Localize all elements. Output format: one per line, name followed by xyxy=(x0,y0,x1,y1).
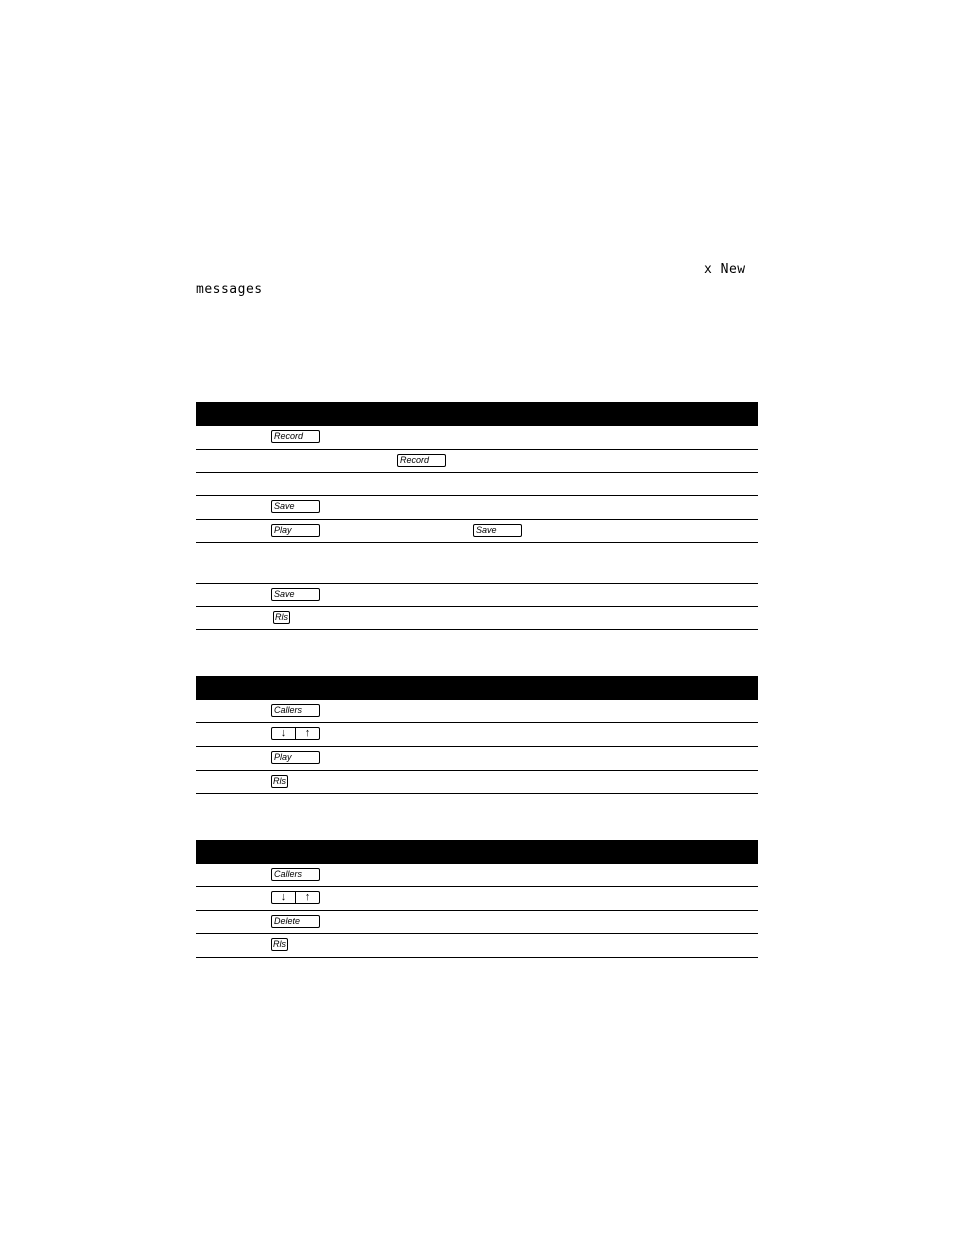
table-row xyxy=(196,934,758,958)
table-row xyxy=(196,747,758,771)
table-row xyxy=(196,887,758,911)
display-messages: messages xyxy=(196,282,263,297)
table-header xyxy=(196,402,758,426)
table-row xyxy=(196,584,758,607)
table-row xyxy=(196,911,758,934)
table-row xyxy=(196,723,758,747)
table-row xyxy=(196,450,758,473)
table-row xyxy=(196,426,758,450)
save-key[interactable]: Save xyxy=(271,588,320,601)
save-key[interactable]: Save xyxy=(473,524,522,537)
rls-key[interactable]: Rls xyxy=(273,776,286,786)
arrow-down-icon[interactable]: ↓ xyxy=(280,727,287,739)
rls-key[interactable]: Rls xyxy=(275,612,288,622)
record-key[interactable]: Record xyxy=(271,430,320,443)
record-key[interactable]: Record xyxy=(397,454,446,467)
table-row xyxy=(196,771,758,794)
arrow-up-icon[interactable]: ↑ xyxy=(295,728,319,739)
table-row xyxy=(196,520,758,543)
table-header xyxy=(196,840,758,864)
play-key[interactable]: Play xyxy=(271,751,320,764)
scroll-keys xyxy=(271,727,320,740)
scroll-keys xyxy=(271,891,320,904)
callers-key[interactable]: Callers xyxy=(271,868,320,881)
arrow-down-icon[interactable]: ↓ xyxy=(280,891,287,903)
table-row xyxy=(196,496,758,520)
rls-key[interactable]: Rls xyxy=(273,939,286,949)
table-row xyxy=(196,700,758,723)
delete-key[interactable]: Delete xyxy=(271,915,320,928)
table-row xyxy=(196,473,758,496)
save-key[interactable]: Save xyxy=(271,500,320,513)
procedure-table-3 xyxy=(196,840,758,958)
arrow-up-icon[interactable]: ↑ xyxy=(295,892,319,903)
callers-key[interactable]: Callers xyxy=(271,704,320,717)
procedure-table-2 xyxy=(196,676,758,794)
table-header xyxy=(196,676,758,700)
display-new-count: x New xyxy=(704,262,746,277)
procedure-table-1 xyxy=(196,402,758,630)
table-row xyxy=(196,543,758,584)
table-row xyxy=(196,864,758,887)
table-row xyxy=(196,607,758,630)
play-key[interactable]: Play xyxy=(271,524,320,537)
